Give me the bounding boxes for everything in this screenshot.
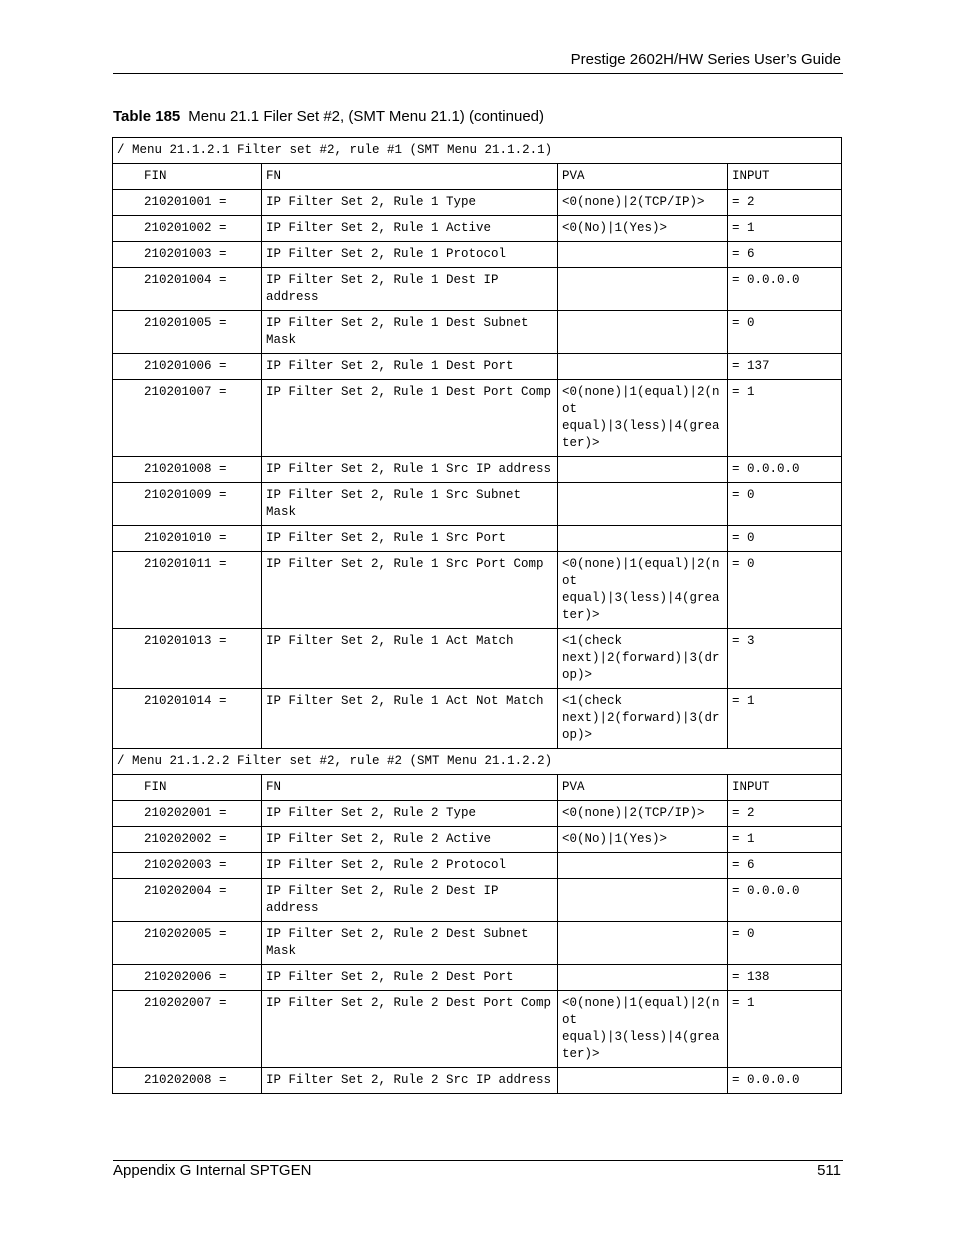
column-header-pva: PVA — [558, 164, 728, 190]
column-header-fn: FN — [262, 164, 558, 190]
page-number: 511 — [817, 1162, 841, 1179]
table-row — [113, 354, 842, 380]
table-row — [113, 853, 842, 879]
cell-fn: IP Filter Set 2, Rule 2 Src IP address — [262, 1068, 558, 1094]
cell-fin: 210202007 = — [113, 991, 262, 1068]
cell-pva — [558, 526, 728, 552]
cell-fn: IP Filter Set 2, Rule 1 Dest Subnet Mask — [262, 311, 558, 354]
cell-input: = 1 — [728, 827, 842, 853]
cell-fn: IP Filter Set 2, Rule 2 Dest Subnet Mask — [262, 922, 558, 965]
cell-fin: 210202004 = — [113, 879, 262, 922]
cell-fn: IP Filter Set 2, Rule 2 Dest IP address — [262, 879, 558, 922]
cell-fn: IP Filter Set 2, Rule 2 Active — [262, 827, 558, 853]
column-header-fin: FIN — [113, 775, 262, 801]
cell-pva: <0(none)|1(equal)|2(not equal)|3(less)|4(greater)> — [558, 991, 728, 1068]
cell-input: = 0.0.0.0 — [728, 268, 842, 311]
cell-input: = 0.0.0.0 — [728, 1068, 842, 1094]
cell-input: = 137 — [728, 354, 842, 380]
table-row — [113, 526, 842, 552]
cell-input: = 2 — [728, 190, 842, 216]
section-title: / Menu 21.1.2.2 Filter set #2, rule #2 (SMT Menu 21.1.2.2) — [113, 749, 842, 775]
cell-fn: IP Filter Set 2, Rule 1 Act Match — [262, 629, 558, 689]
cell-pva: <0(No)|1(Yes)> — [558, 216, 728, 242]
cell-fn: IP Filter Set 2, Rule 2 Dest Port Comp — [262, 991, 558, 1068]
cell-fin: 210202001 = — [113, 801, 262, 827]
cell-pva — [558, 483, 728, 526]
cell-pva — [558, 853, 728, 879]
cell-fin: 210201005 = — [113, 311, 262, 354]
cell-fin: 210201004 = — [113, 268, 262, 311]
column-header-fn: FN — [262, 775, 558, 801]
cell-fin: 210202002 = — [113, 827, 262, 853]
cell-fn: IP Filter Set 2, Rule 1 Protocol — [262, 242, 558, 268]
cell-input: = 0 — [728, 552, 842, 629]
header-rule — [113, 73, 843, 74]
sptgen-table — [112, 137, 842, 1094]
cell-pva — [558, 1068, 728, 1094]
table-row — [113, 689, 842, 749]
table-row — [113, 801, 842, 827]
table-row — [113, 380, 842, 457]
table-row — [113, 242, 842, 268]
cell-pva — [558, 242, 728, 268]
cell-input: = 1 — [728, 991, 842, 1068]
cell-input: = 3 — [728, 629, 842, 689]
cell-input: = 0 — [728, 311, 842, 354]
cell-fin: 210201006 = — [113, 354, 262, 380]
cell-fin: 210201008 = — [113, 457, 262, 483]
cell-pva: <1(check next)|2(forward)|3(drop)> — [558, 629, 728, 689]
cell-fin: 210202008 = — [113, 1068, 262, 1094]
table-row — [113, 311, 842, 354]
cell-fn: IP Filter Set 2, Rule 1 Type — [262, 190, 558, 216]
section-title-row — [113, 749, 842, 775]
footer-chapter: Appendix G Internal SPTGEN — [113, 1162, 312, 1179]
cell-pva — [558, 965, 728, 991]
column-header-input: INPUT — [728, 164, 842, 190]
running-header: Prestige 2602H/HW Series User’s Guide — [570, 51, 841, 68]
table-row — [113, 991, 842, 1068]
cell-input: = 1 — [728, 689, 842, 749]
table-row — [113, 552, 842, 629]
cell-input: = 2 — [728, 801, 842, 827]
cell-fin: 210201007 = — [113, 380, 262, 457]
cell-pva: <0(none)|2(TCP/IP)> — [558, 801, 728, 827]
table-caption — [113, 108, 544, 125]
table-row — [113, 483, 842, 526]
table-row — [113, 268, 842, 311]
cell-input: = 0 — [728, 922, 842, 965]
cell-input: = 0.0.0.0 — [728, 457, 842, 483]
cell-fin: 210201001 = — [113, 190, 262, 216]
section-title-row — [113, 138, 842, 164]
table-row — [113, 965, 842, 991]
cell-fin: 210201014 = — [113, 689, 262, 749]
table-row — [113, 190, 842, 216]
cell-pva: <0(No)|1(Yes)> — [558, 827, 728, 853]
section-title: / Menu 21.1.2.1 Filter set #2, rule #1 (SMT Menu 21.1.2.1) — [113, 138, 842, 164]
column-header-pva: PVA — [558, 775, 728, 801]
cell-pva — [558, 457, 728, 483]
cell-fin: 210201002 = — [113, 216, 262, 242]
cell-fin: 210201003 = — [113, 242, 262, 268]
column-header-input: INPUT — [728, 775, 842, 801]
cell-fin: 210201010 = — [113, 526, 262, 552]
table-caption-text: Menu 21.1 Filer Set #2, (SMT Menu 21.1) (continued) — [188, 108, 544, 125]
cell-fn: IP Filter Set 2, Rule 1 Src IP address — [262, 457, 558, 483]
cell-fn: IP Filter Set 2, Rule 1 Src Port — [262, 526, 558, 552]
cell-fin: 210201013 = — [113, 629, 262, 689]
cell-pva — [558, 879, 728, 922]
cell-fin: 210201011 = — [113, 552, 262, 629]
cell-fn: IP Filter Set 2, Rule 1 Active — [262, 216, 558, 242]
cell-fin: 210202005 = — [113, 922, 262, 965]
cell-fin: 210202006 = — [113, 965, 262, 991]
cell-input: = 0.0.0.0 — [728, 879, 842, 922]
cell-input: = 6 — [728, 853, 842, 879]
cell-fn: IP Filter Set 2, Rule 2 Protocol — [262, 853, 558, 879]
table-row — [113, 216, 842, 242]
column-header-row — [113, 775, 842, 801]
cell-fn: IP Filter Set 2, Rule 1 Act Not Match — [262, 689, 558, 749]
table-row — [113, 457, 842, 483]
cell-input: = 1 — [728, 380, 842, 457]
cell-fn: IP Filter Set 2, Rule 1 Dest IP address — [262, 268, 558, 311]
cell-pva: <0(none)|1(equal)|2(not equal)|3(less)|4(greater)> — [558, 380, 728, 457]
cell-fin: 210201009 = — [113, 483, 262, 526]
cell-pva: <0(none)|1(equal)|2(not equal)|3(less)|4(greater)> — [558, 552, 728, 629]
cell-fn: IP Filter Set 2, Rule 1 Dest Port — [262, 354, 558, 380]
cell-input: = 0 — [728, 483, 842, 526]
cell-input: = 0 — [728, 526, 842, 552]
table-row — [113, 827, 842, 853]
cell-pva: <1(check next)|2(forward)|3(drop)> — [558, 689, 728, 749]
table-row — [113, 879, 842, 922]
column-header-fin: FIN — [113, 164, 262, 190]
cell-input: = 1 — [728, 216, 842, 242]
cell-input: = 6 — [728, 242, 842, 268]
column-header-row — [113, 164, 842, 190]
cell-pva — [558, 311, 728, 354]
cell-fn: IP Filter Set 2, Rule 1 Src Port Comp — [262, 552, 558, 629]
footer-rule — [113, 1160, 843, 1161]
cell-pva: <0(none)|2(TCP/IP)> — [558, 190, 728, 216]
cell-input: = 138 — [728, 965, 842, 991]
cell-fn: IP Filter Set 2, Rule 2 Type — [262, 801, 558, 827]
table-row — [113, 629, 842, 689]
cell-pva — [558, 354, 728, 380]
table-row — [113, 1068, 842, 1094]
cell-pva — [558, 268, 728, 311]
table-body — [113, 138, 842, 1094]
table-row — [113, 922, 842, 965]
cell-fn: IP Filter Set 2, Rule 2 Dest Port — [262, 965, 558, 991]
cell-fin: 210202003 = — [113, 853, 262, 879]
table-caption-label: Table 185 — [113, 108, 181, 125]
cell-fn: IP Filter Set 2, Rule 1 Dest Port Comp — [262, 380, 558, 457]
cell-fn: IP Filter Set 2, Rule 1 Src Subnet Mask — [262, 483, 558, 526]
cell-pva — [558, 922, 728, 965]
